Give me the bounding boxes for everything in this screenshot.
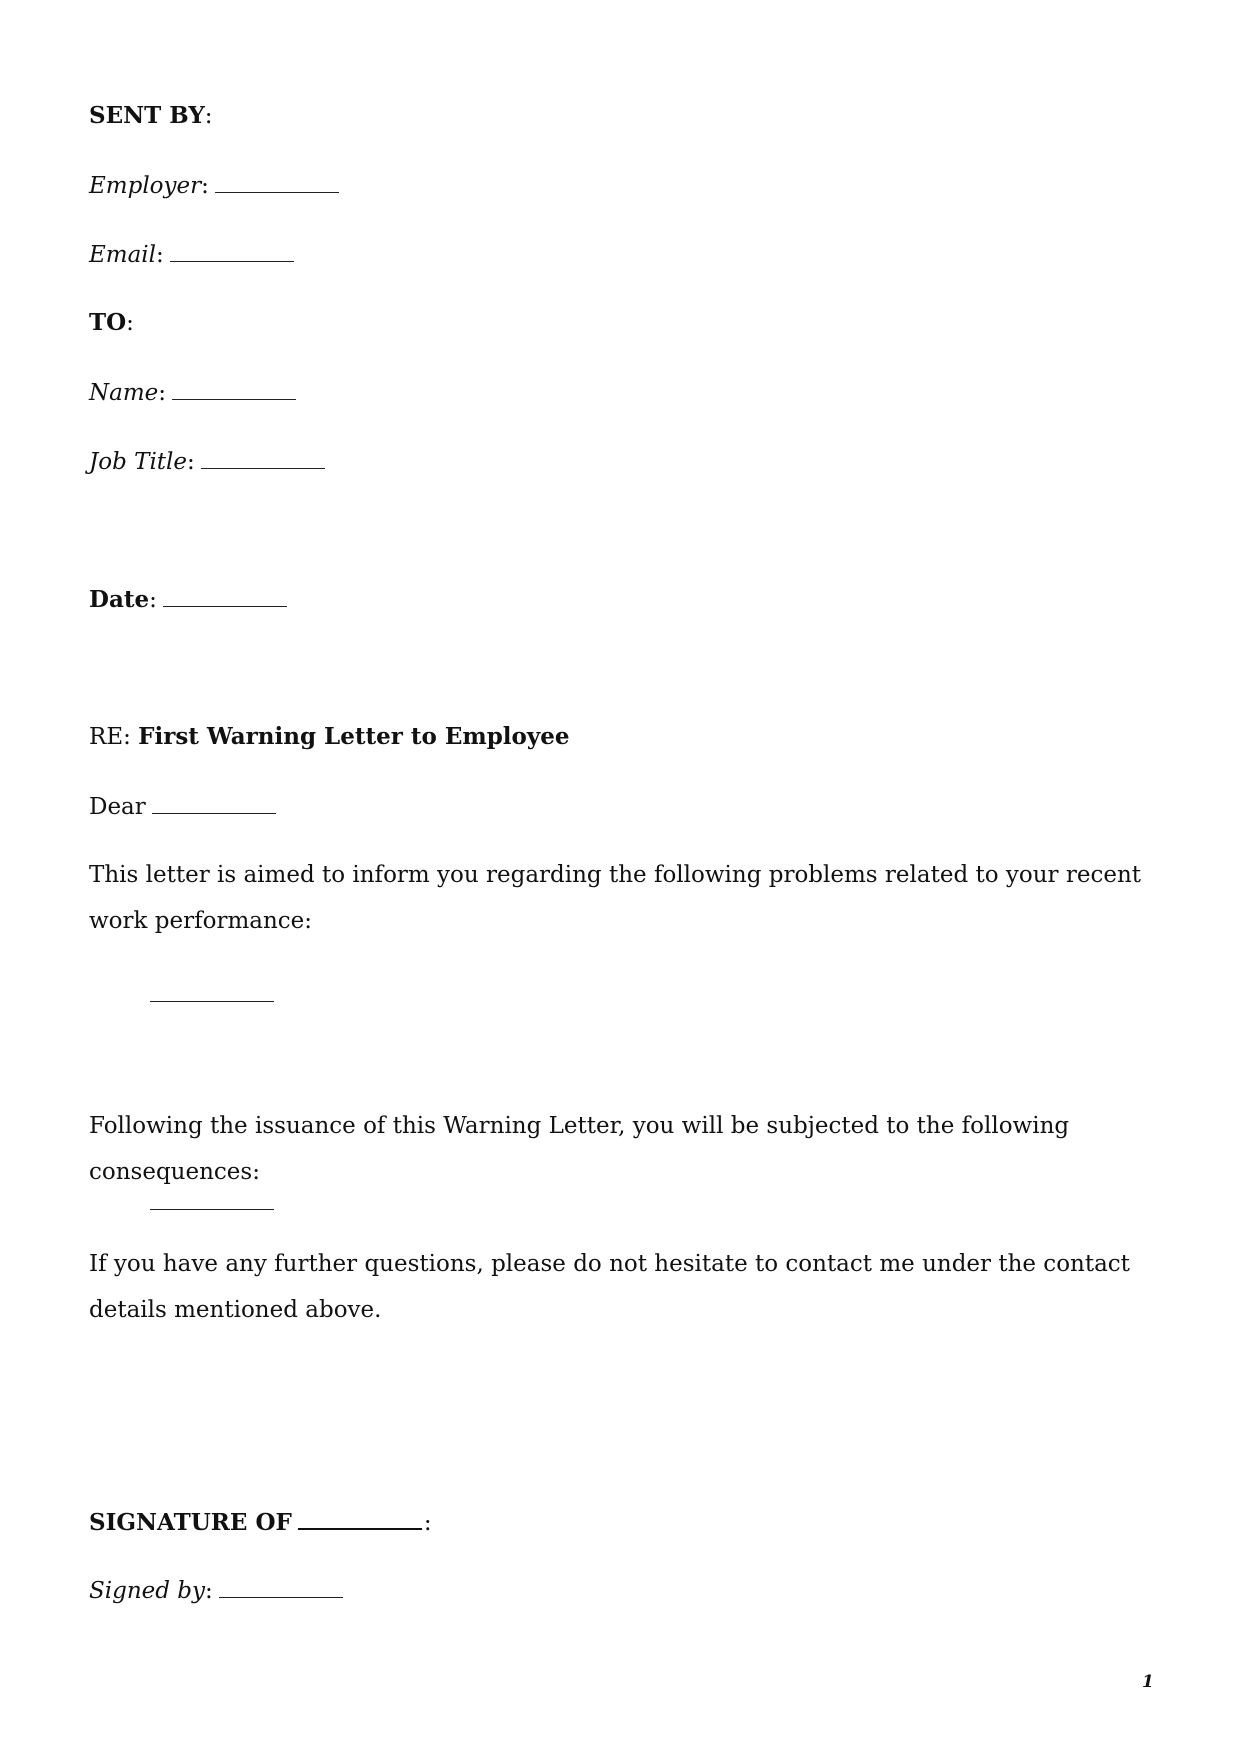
job-title-row: Job Title:: [89, 446, 325, 477]
page-number: 1: [1142, 1672, 1154, 1692]
signed-by-row: Signed by:: [89, 1575, 343, 1606]
signature-heading: SIGNATURE OF: [89, 1509, 292, 1536]
date-label: Date: [89, 586, 150, 613]
signatory-field[interactable]: [298, 1506, 422, 1530]
sent-by-label: SENT BY: [89, 102, 205, 129]
signed-by-label: Signed by: [89, 1578, 206, 1604]
signature-row: SIGNATURE OF :: [89, 1506, 432, 1538]
email-row: Email:: [89, 239, 294, 270]
salutation-label: Dear: [89, 794, 146, 820]
to-heading: TO:: [89, 309, 134, 336]
name-row: Name:: [89, 377, 296, 408]
re-line: [89, 722, 570, 752]
date-row: Date:: [89, 584, 287, 615]
job-title-label: Job Title: [89, 449, 188, 475]
employer-row: Employer:: [89, 170, 339, 201]
consequences-field[interactable]: [150, 1208, 274, 1210]
re-prefix: RE:: [89, 724, 131, 750]
job-title-field[interactable]: [201, 446, 325, 469]
name-label: Name: [89, 380, 159, 406]
re-subject: First Warning Letter to Employee: [138, 723, 570, 750]
body-paragraph-1: This letter is aimed to inform you regarding the following problems related to your recent work performance:: [89, 862, 1142, 934]
recipient-field[interactable]: [152, 791, 276, 814]
employer-label: Employer: [89, 173, 202, 199]
employer-field[interactable]: [215, 170, 339, 193]
problems-field[interactable]: [150, 1000, 274, 1002]
email-label: Email: [89, 242, 157, 268]
salutation-row: [89, 791, 276, 822]
email-field[interactable]: [170, 239, 294, 262]
to-label: TO: [89, 309, 127, 336]
body-paragraph-2: Following the issuance of this Warning Letter, you will be subjected to the following consequences:: [89, 1113, 1070, 1185]
date-field[interactable]: [163, 584, 287, 607]
name-field[interactable]: [172, 377, 296, 400]
signed-by-field[interactable]: [219, 1575, 343, 1598]
sent-by-heading: SENT BY:: [89, 102, 213, 129]
body-paragraph-3: If you have any further questions, please do not hesitate to contact me under the contact details mentioned above.: [89, 1251, 1130, 1323]
